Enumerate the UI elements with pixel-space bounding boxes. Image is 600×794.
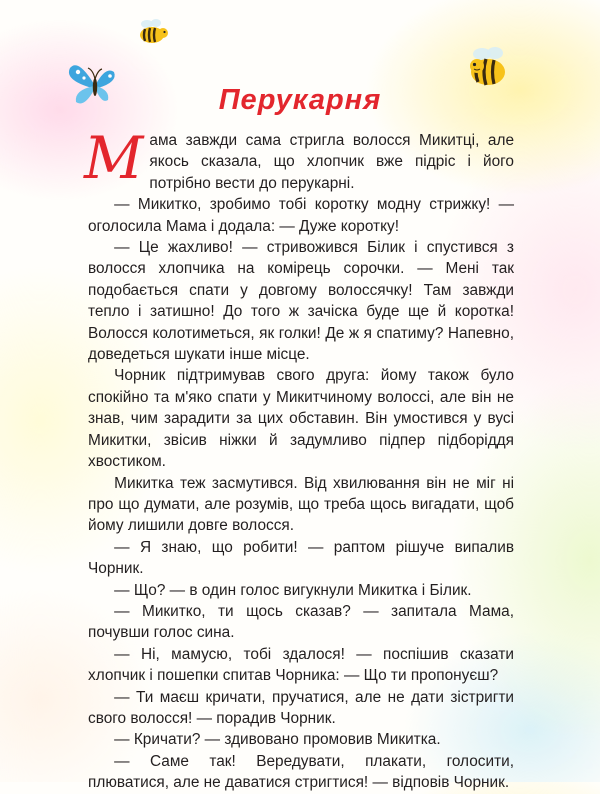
paragraph: — Кричати? — здивовано промовив Микитка. — [114, 731, 441, 749]
paragraph: — Микитко, ти щось сказав? — запитала Мама, почувши голос сина. — [88, 602, 514, 642]
page-title: Перукарня — [218, 84, 382, 116]
paragraph: Микитка теж засмутився. Від хвилювання він не міг ні про що думати, але розумів, що треба щось вигадати, щоб йому лишили довге волосся. — [88, 474, 514, 535]
bee-icon — [136, 18, 170, 48]
paragraph: — Це жахливо! — стривожився Білик і спустився з волосся хлопчика на комірець сорочки. — Мені так подобається спати у довгому волоссячку! Там завжди тепло і затишно! До того ж зачіска буде ще й коротка! Волосся колотиметься, як голки! Де ж я спатиму? Напевно, доведеться шукати інше місце. — [88, 239, 514, 364]
paragraph: — Що? — в один голос вигукнули Микитка і Білик. — [114, 581, 472, 599]
paragraph: Чорник підтримував свого друга: йому також було спокійно та м'яко спати у Микитчиному волоссі, але він не знав, чим зарадити за цих обставин. Він умостився у вусі Микитки, звісив ніжки й задумливо підпер підборіддя хвостиком. — [88, 367, 514, 471]
story-text — [84, 124, 514, 794]
paragraph: — Саме так! Вередувати, плакати, голосити, плюватися, але не даватися стригтися! — відповів Чорник. — [88, 752, 514, 792]
paragraph: — Я знаю, що робити! — раптом рішуче випалив Чорник. — [88, 538, 514, 578]
paragraph: — Микитко, зробимо тобі коротку модну стрижку! — оголосила Мама і додала: — Дуже коротку! — [88, 196, 514, 235]
drop-cap: М — [84, 124, 144, 192]
paragraph: — Ти маєш кричати, пручатися, але не дати зістригти свого волосся! — порадив Чорник. — [88, 688, 514, 727]
paragraph — [84, 124, 514, 194]
paragraph-text: ама завжди сама стригла волосся Микитці, але якось сказала, що хлопчик вже підріс і його потрібно вести до перукарні. — [149, 132, 514, 192]
paragraph: — Ні, мамусю, тобі здалося! — поспішив сказати хлопчик і пошепки спитав Чорника: — Що ти пропонуєш? — [88, 645, 514, 685]
